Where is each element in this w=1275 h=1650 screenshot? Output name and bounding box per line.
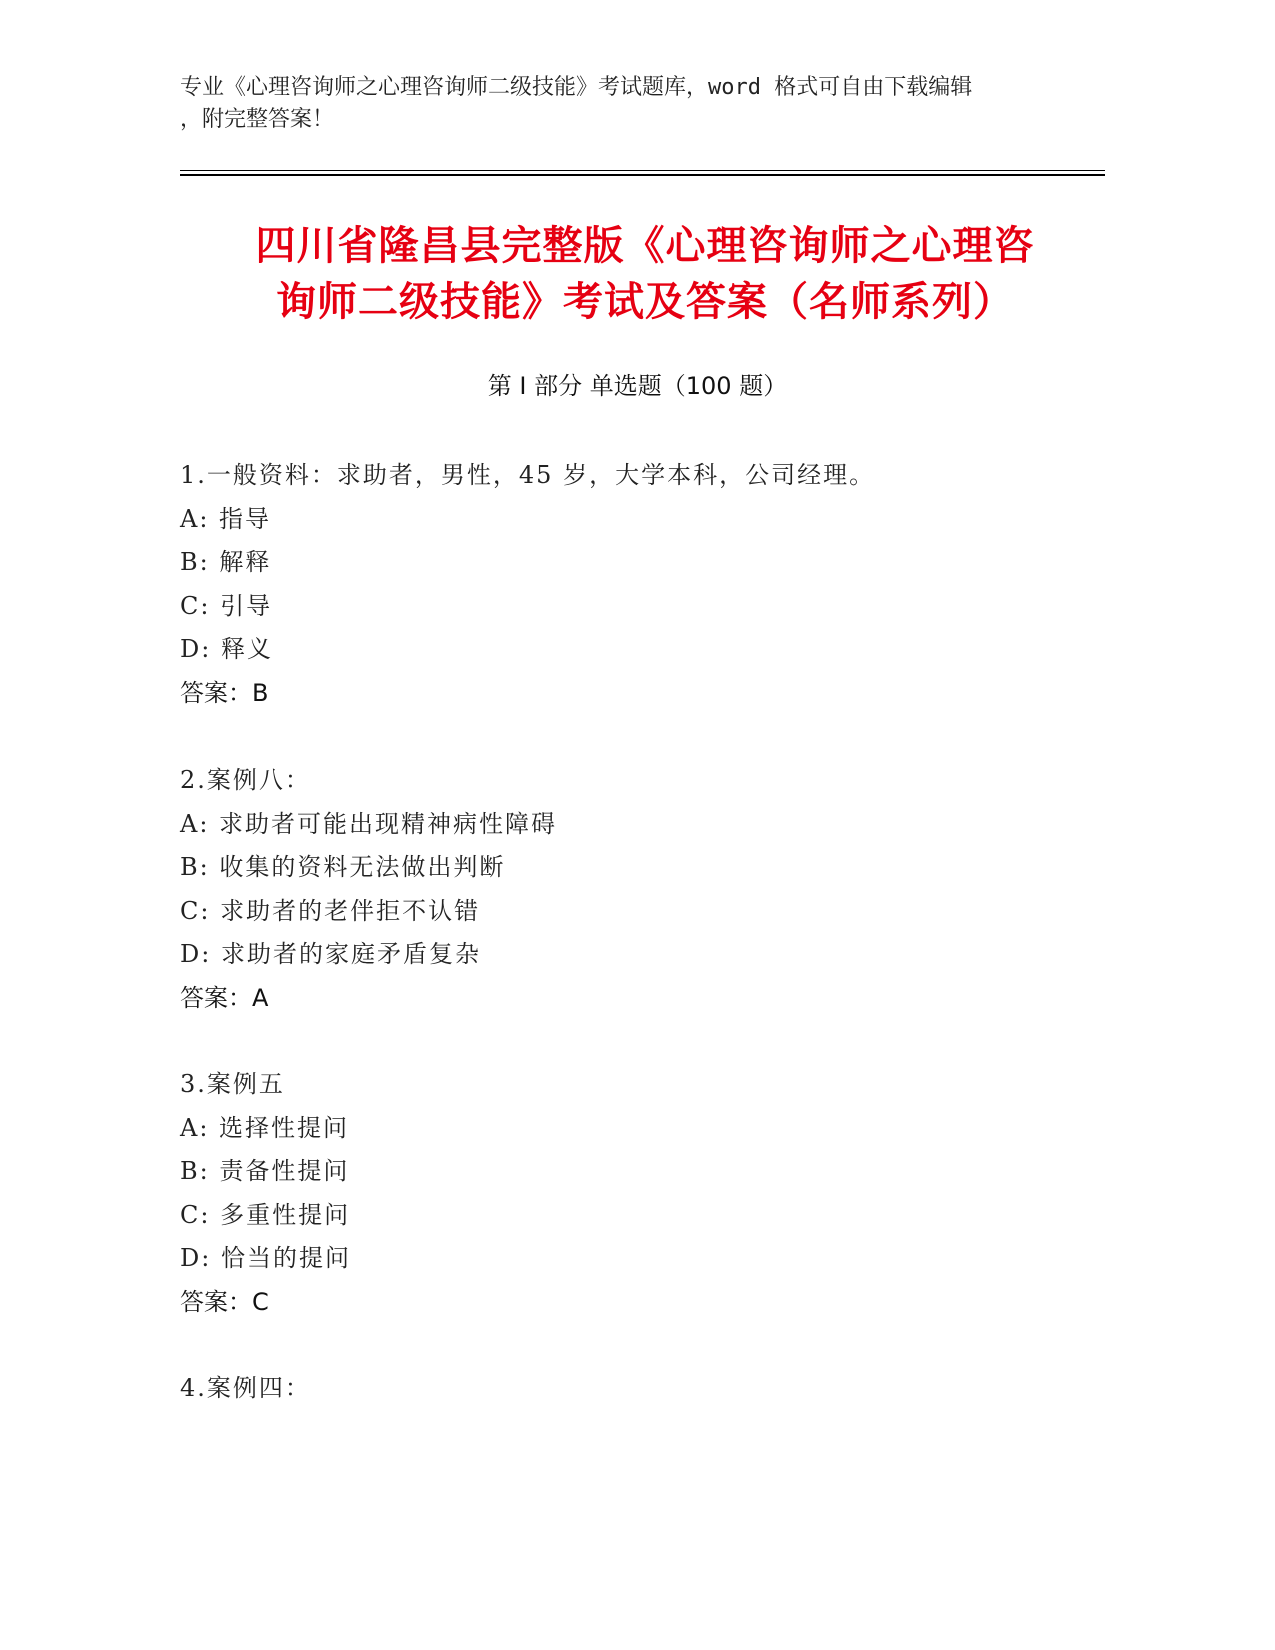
option-d: D: 求助者的家庭矛盾复杂 bbox=[180, 940, 481, 968]
header-note-line-1: 专业《心理咨询师之心理咨询师二级技能》考试题库，word 格式可自由下载编辑 bbox=[180, 75, 973, 100]
question-stem: 1.一般资料：求助者，男性，45 岁，大学本科，公司经理。 bbox=[180, 461, 876, 489]
answer: 答案：A bbox=[180, 983, 269, 1012]
question-1 bbox=[180, 454, 1100, 715]
answer: 答案：B bbox=[180, 678, 269, 707]
header-divider-thin bbox=[180, 170, 1105, 171]
option-a: A: 指导 bbox=[180, 504, 272, 533]
option-b: B: 责备性提问 bbox=[180, 1157, 350, 1185]
option-d: D: 释义 bbox=[180, 635, 273, 663]
question-2 bbox=[180, 759, 1100, 1020]
document-title bbox=[185, 218, 1105, 330]
answer: 答案：C bbox=[180, 1287, 269, 1316]
option-c: C: 多重性提问 bbox=[180, 1200, 351, 1229]
header-note-line-2: ，附完整答案！ bbox=[180, 107, 335, 132]
option-c: C: 求助者的老伴拒不认错 bbox=[180, 896, 481, 925]
option-b: B: 解释 bbox=[180, 548, 272, 576]
document-title-line-2: 询师二级技能》考试及答案（名师系列） bbox=[276, 279, 1014, 325]
option-a: A: 求助者可能出现精神病性障碍 bbox=[180, 809, 558, 838]
question-stem: 3.案例五 bbox=[180, 1070, 285, 1098]
question-3 bbox=[180, 1063, 1100, 1324]
option-c: C: 引导 bbox=[180, 591, 273, 620]
option-a: A: 选择性提问 bbox=[180, 1113, 350, 1142]
question-4 bbox=[180, 1367, 1100, 1411]
question-stem: 2.案例八： bbox=[180, 766, 311, 794]
section-heading: 第 I 部分 单选题（100 题） bbox=[487, 372, 788, 400]
document-title-line-1: 四川省隆昌县完整版《心理咨询师之心理咨 bbox=[255, 223, 1035, 269]
header-note bbox=[180, 72, 1080, 136]
option-b: B: 收集的资料无法做出判断 bbox=[180, 853, 506, 881]
question-stem: 4.案例四： bbox=[180, 1374, 311, 1402]
header-divider-thick bbox=[180, 174, 1105, 176]
option-d: D: 恰当的提问 bbox=[180, 1244, 351, 1272]
